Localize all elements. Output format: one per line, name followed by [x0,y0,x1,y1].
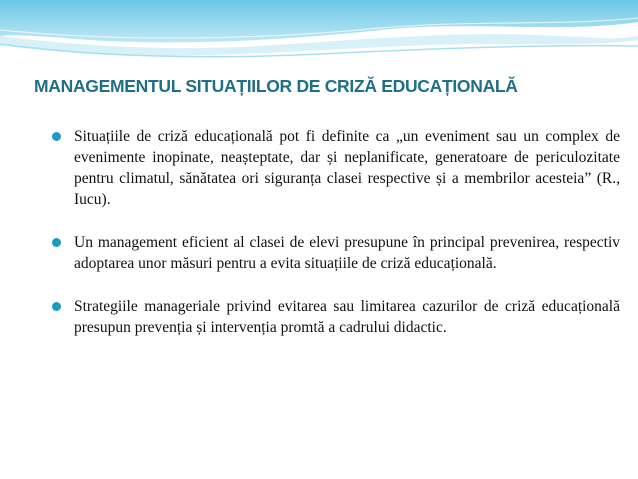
slide-title: MANAGEMENTUL SITUAȚIILOR DE CRIZĂ EDUCAȚIONALĂ [34,76,518,96]
bullet-list [52,126,620,360]
bullet-dot-icon [52,302,61,311]
bullet-text: Un management eficient al clasei de elevi presupune în principal prevenirea, respectiv adoptarea unor măsuri pentru a evita situațiile de criză educațională. [74,234,620,272]
bullet-dot-icon [52,238,61,247]
header-wave-decoration [0,0,638,60]
bullet-dot-icon [52,132,61,141]
bullet-item [52,126,620,210]
bullet-text: Situațiile de criză educațională pot fi definite ca „un eveniment sau un complex de evenimente inopinate, neașteptate, dar și neplanificate, generatoare de periculozitate pentru climatul, sănătatea ori siguranța clasei respective și a membrilor acesteia” (R., Iucu). [74,128,620,208]
bullet-item [52,232,620,274]
bullet-text: Strategiile manageriale privind evitarea sau limitarea cazurilor de criză educațională presupun prevenția și intervenția promtă a cadrului didactic. [74,298,620,336]
bullet-item [52,296,620,338]
